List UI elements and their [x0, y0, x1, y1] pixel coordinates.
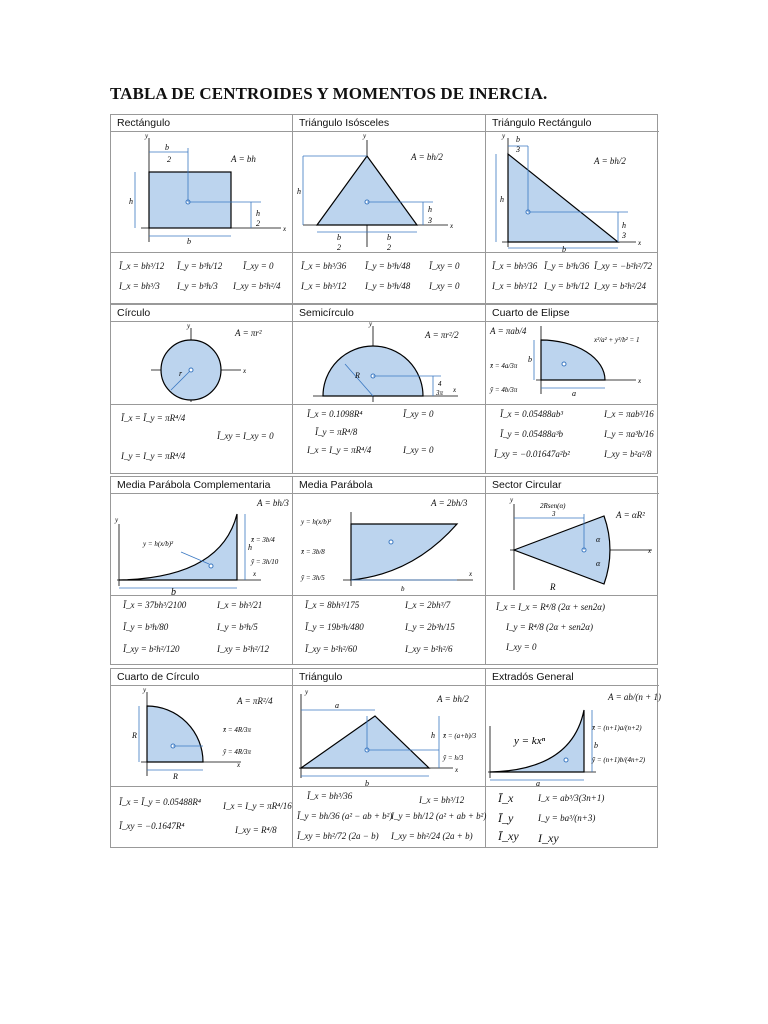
- formula: I_y = b³h/12: [544, 281, 590, 291]
- svg-text:x: x: [450, 222, 454, 230]
- area-formula: A = bh/3: [257, 498, 289, 508]
- table-row-1: [110, 114, 658, 304]
- formula: Ī_x = bh³/36: [492, 261, 538, 271]
- svg-text:2: 2: [256, 219, 260, 228]
- svg-text:x̄ = (a+b)/3: x̄ = (a+b)/3: [443, 732, 477, 740]
- svg-text:b: b: [516, 135, 520, 144]
- svg-text:h: h: [248, 543, 252, 552]
- svg-text:x̄ = 3b/8: x̄ = 3b/8: [301, 548, 325, 556]
- area-formula: A = πr²/2: [425, 330, 459, 340]
- svg-text:h: h: [129, 197, 133, 206]
- formula: Ī_y: [498, 811, 514, 825]
- svg-text:3: 3: [428, 216, 432, 225]
- svg-text:h: h: [622, 221, 626, 230]
- section-sector-circular: [486, 477, 659, 595]
- svg-text:y: y: [502, 132, 506, 140]
- section-cuarto-circulo: [111, 669, 293, 786]
- formulas-semicirculo: [293, 405, 486, 473]
- section-title: Media Parábola: [293, 477, 485, 494]
- svg-text:y: y: [115, 516, 119, 524]
- formula: I_y = 2b³h/15: [405, 622, 455, 632]
- svg-text:y: y: [369, 322, 373, 328]
- section-extrados-general: [486, 669, 659, 786]
- formula: Ī_y = πR⁴/8: [315, 427, 358, 437]
- formulas-cuarto-elipse: [486, 405, 659, 473]
- section-triangulo: [293, 669, 486, 786]
- formula: Ī_xy = I_xy = 0: [217, 431, 274, 441]
- area-formula: A = 2bh/3: [431, 498, 468, 508]
- svg-text:x: x: [453, 386, 457, 394]
- svg-text:b: b: [187, 237, 191, 246]
- formula: I_y = πa³b/16: [604, 429, 654, 439]
- section-title: Cuarto de Elipse: [486, 305, 659, 322]
- svg-text:R: R: [173, 772, 178, 781]
- svg-text:b: b: [401, 585, 405, 593]
- formula: I_x = I_y = πR⁴/4: [307, 445, 372, 455]
- svg-text:r: r: [179, 369, 183, 378]
- svg-text:b: b: [171, 587, 176, 595]
- section-title: Media Parábola Complementaria: [111, 477, 292, 494]
- svg-text:3π: 3π: [436, 389, 444, 397]
- svg-text:α: α: [596, 535, 601, 544]
- svg-text:ȳ = 4b/3π: ȳ = 4b/3π: [490, 386, 518, 394]
- svg-text:y = kxⁿ: y = kxⁿ: [514, 735, 546, 747]
- formula: I_xy: [538, 831, 559, 845]
- formula: Ī_y = bh/36 (a² − ab + b²): [297, 811, 393, 821]
- svg-text:b: b: [337, 233, 341, 242]
- formula: I_y = b³h/3: [177, 281, 218, 291]
- formula: Ī_xy = b²h²/120: [123, 644, 180, 654]
- table-row-2: [110, 304, 658, 474]
- formula: Ī_y = b³h/48: [365, 261, 411, 271]
- right-triangle-diagram: [486, 132, 659, 252]
- svg-text:x: x: [638, 239, 642, 247]
- formulas-extrados-general: [486, 787, 659, 847]
- section-rectangulo: [111, 115, 293, 252]
- formula: I_xy = 0: [506, 642, 537, 652]
- svg-text:x: x: [638, 377, 642, 385]
- section-semicirculo: [293, 305, 486, 404]
- svg-text:ȳ = 4R/3π: ȳ = 4R/3π: [223, 748, 252, 756]
- section-title: Triángulo: [293, 669, 485, 686]
- formula: Ī_y = b³h/36: [544, 261, 590, 271]
- formula: Ī_x = Ī_y = πR⁴/4: [121, 413, 186, 423]
- formula: I_xy = b²h²/6: [405, 644, 453, 654]
- svg-text:2: 2: [337, 243, 341, 252]
- formula: Ī_x = I_x = R⁴/8 (2α + sen2α): [496, 602, 606, 612]
- formula: Ī_x = 0.1098R⁴: [307, 409, 363, 419]
- section-triangulo-isosceles: [293, 115, 486, 252]
- svg-text:y: y: [510, 496, 514, 504]
- svg-text:3: 3: [516, 145, 520, 154]
- svg-text:x: x: [237, 761, 241, 769]
- formula: Ī_xy = 0: [243, 261, 274, 271]
- svg-text:R: R: [132, 731, 137, 740]
- svg-text:h: h: [431, 731, 435, 740]
- formula: Ī_xy = −b²h²/72: [594, 261, 653, 271]
- formula: Ī_xy = bh²/72 (2a − b): [297, 831, 379, 841]
- svg-text:b: b: [562, 245, 566, 252]
- svg-text:x: x: [283, 225, 287, 233]
- svg-text:y: y: [145, 132, 149, 140]
- svg-text:a: a: [335, 701, 339, 710]
- svg-text:ȳ = h/3: ȳ = h/3: [443, 754, 464, 762]
- svg-text:2: 2: [167, 155, 171, 164]
- table-row-3: [110, 476, 658, 665]
- formula: Ī_xy = −0.1647R⁴: [119, 821, 185, 831]
- formula: I_x = bh³/21: [217, 600, 263, 610]
- svg-text:x: x: [455, 766, 459, 774]
- area-formula: A = bh/2: [594, 156, 626, 166]
- section-title: Semicírculo: [293, 305, 485, 322]
- formula: Ī_y = 19b³h/480: [305, 622, 364, 632]
- formula: Ī_xy = b²h²/60: [305, 644, 357, 654]
- formula: I_y = b³h/48: [365, 281, 411, 291]
- svg-text:x̄ = 4a/3π: x̄ = 4a/3π: [490, 362, 518, 370]
- svg-text:x̄ = 3b/4: x̄ = 3b/4: [251, 536, 275, 544]
- formula: I_y = R⁴/8 (2α + sen2α): [506, 622, 593, 632]
- formulas-triangulo-isosceles: [293, 253, 486, 303]
- formula: I_xy = bh²/24 (2a + b): [391, 831, 473, 841]
- section-title: Sector Circular: [486, 477, 659, 494]
- complementary-half-parabola-diagram: [111, 494, 293, 595]
- circle-diagram: [111, 322, 293, 404]
- svg-text:2: 2: [387, 243, 391, 252]
- formula: I_y = I_y = πR⁴/4: [121, 451, 186, 461]
- section-circulo: [111, 305, 293, 404]
- formulas-sector-circular: [486, 596, 659, 664]
- svg-text:a: a: [572, 389, 576, 398]
- area-formula: A = πab/4: [490, 326, 527, 336]
- svg-text:ȳ = 3h/5: ȳ = 3h/5: [301, 574, 325, 582]
- svg-text:y: y: [363, 132, 367, 140]
- formula: I_x = bh³/12: [301, 281, 347, 291]
- formula: I_xy = 0: [429, 281, 460, 291]
- svg-text:h: h: [428, 205, 432, 214]
- formula: I_xy = b²h²/4: [233, 281, 281, 291]
- formula: Ī_x = 37bh³/2100: [123, 600, 187, 610]
- section-title: Círculo: [111, 305, 292, 322]
- formula: Ī_y = 0.05488a³b: [500, 429, 564, 439]
- formula: Ī_x = bh³/36: [301, 261, 347, 271]
- svg-text:y = h(x/b)²: y = h(x/b)²: [301, 518, 332, 526]
- formula: I_x = ab³/3(3n+1): [538, 793, 605, 803]
- area-formula: A = πr²: [235, 328, 262, 338]
- formula: I_x = bh³/12: [419, 795, 465, 805]
- formula: Ī_y = b³h/12: [177, 261, 223, 271]
- formula: I_xy = b²h²/12: [217, 644, 269, 654]
- area-formula: A = bh: [231, 154, 256, 164]
- svg-text:2Rsen(α): 2Rsen(α): [540, 502, 566, 510]
- formula: I_y = ba³/(n+3): [538, 813, 596, 823]
- svg-text:y = h(x/b)²: y = h(x/b)²: [143, 540, 174, 548]
- half-parabola-diagram: [293, 494, 486, 595]
- svg-text:4: 4: [438, 380, 442, 388]
- svg-text:h: h: [297, 187, 301, 196]
- formulas-media-parabola-complementaria: [111, 596, 293, 664]
- area-formula: A = bh/2: [411, 152, 443, 162]
- formula: Ī_xy = −0.01647a²b²: [494, 449, 570, 459]
- formula: I_x = bh³/12: [492, 281, 538, 291]
- formula: Ī_xy: [498, 829, 519, 843]
- svg-text:y: y: [187, 322, 191, 330]
- svg-text:b: b: [594, 741, 598, 750]
- svg-text:ȳ = (n+1)b/(4n+2): ȳ = (n+1)b/(4n+2): [592, 756, 646, 764]
- section-cuarto-elipse: [486, 305, 659, 404]
- formula: Ī_x = 8bh³/175: [305, 600, 360, 610]
- svg-text:x: x: [253, 570, 257, 578]
- table-row-4: [110, 668, 661, 848]
- section-triangulo-rectangulo: [486, 115, 659, 252]
- svg-text:ȳ = 3h/10: ȳ = 3h/10: [251, 558, 279, 566]
- formula: Ī_xy = 0: [403, 409, 434, 419]
- svg-text:x: x: [648, 547, 652, 555]
- svg-text:h: h: [256, 209, 260, 218]
- svg-text:x̄ = 4R/3π: x̄ = 4R/3π: [223, 726, 252, 734]
- formula: Ī_x: [498, 791, 514, 805]
- formulas-circulo: [111, 405, 293, 473]
- section-title: Extradós General: [486, 669, 659, 686]
- formulas-cuarto-circulo: [111, 787, 293, 847]
- svg-text:b: b: [387, 233, 391, 242]
- svg-text:x: x: [243, 367, 247, 375]
- section-title: Cuarto de Círculo: [111, 669, 292, 686]
- formula: I_x = bh³/3: [119, 281, 160, 291]
- section-media-parabola-complementaria: [111, 477, 293, 595]
- svg-text:b: b: [528, 355, 532, 364]
- svg-text:R: R: [355, 371, 360, 380]
- formula: I_x = 2bh³/7: [405, 600, 451, 610]
- area-formula: A = ab/(n + 1): [608, 692, 661, 702]
- svg-text:x: x: [469, 570, 473, 578]
- area-formula: A = αR²: [616, 510, 645, 520]
- svg-text:x²/a² + y²/b² = 1: x²/a² + y²/b² = 1: [594, 336, 640, 344]
- section-title: Triángulo Isósceles: [293, 115, 485, 132]
- formula: Ī_x = bh³/36: [307, 791, 353, 801]
- svg-text:x̄ = (n+1)a/(n+2): x̄ = (n+1)a/(n+2): [592, 724, 642, 732]
- formula: I_xy = R⁴/8: [235, 825, 277, 835]
- svg-text:b: b: [365, 779, 369, 786]
- svg-text:3: 3: [552, 510, 556, 518]
- page-title: TABLA DE CENTROIDES Y MOMENTOS DE INERCIA.: [110, 84, 548, 103]
- formula: Ī_x = bh³/12: [119, 261, 165, 271]
- svg-text:α: α: [596, 559, 601, 568]
- area-formula: A = bh/2: [437, 694, 469, 704]
- area-formula: A = πR²/4: [237, 696, 273, 706]
- svg-text:R: R: [550, 582, 556, 592]
- formula: Ī_x = 0.05488ab³: [500, 409, 564, 419]
- svg-text:y: y: [305, 688, 309, 696]
- formula: I_x = πab³/16: [604, 409, 654, 419]
- section-title: Rectángulo: [111, 115, 292, 132]
- svg-text:y: y: [143, 686, 147, 694]
- section-title: Triángulo Rectángulo: [486, 115, 659, 132]
- formula: Ī_x = Ī_y = 0.05488R⁴: [119, 797, 202, 807]
- formula: Ī_xy = 0: [429, 261, 460, 271]
- formula: Ī_y = b³h/80: [123, 622, 169, 632]
- formula: I_xy = b²h²/24: [594, 281, 646, 291]
- formulas-triangulo-rectangulo: [486, 253, 659, 303]
- isosceles-triangle-diagram: [293, 132, 486, 252]
- section-media-parabola: [293, 477, 486, 595]
- formula: I_x = I_y = πR⁴/16: [223, 801, 292, 811]
- formulas-rectangulo: [111, 253, 293, 303]
- formula: I_y = bh/12 (a² + ab + b²): [391, 811, 487, 821]
- svg-text:h: h: [500, 195, 504, 204]
- formula: I_xy = b²a²/8: [604, 449, 652, 459]
- formulas-triangulo: [293, 787, 486, 847]
- svg-text:a: a: [536, 779, 540, 786]
- svg-text:b: b: [165, 143, 169, 152]
- formulas-media-parabola: [293, 596, 486, 664]
- formula: I_xy = 0: [403, 445, 434, 455]
- formula: I_y = b³h/5: [217, 622, 258, 632]
- rectangle-diagram: [111, 132, 293, 252]
- svg-text:3: 3: [622, 231, 626, 240]
